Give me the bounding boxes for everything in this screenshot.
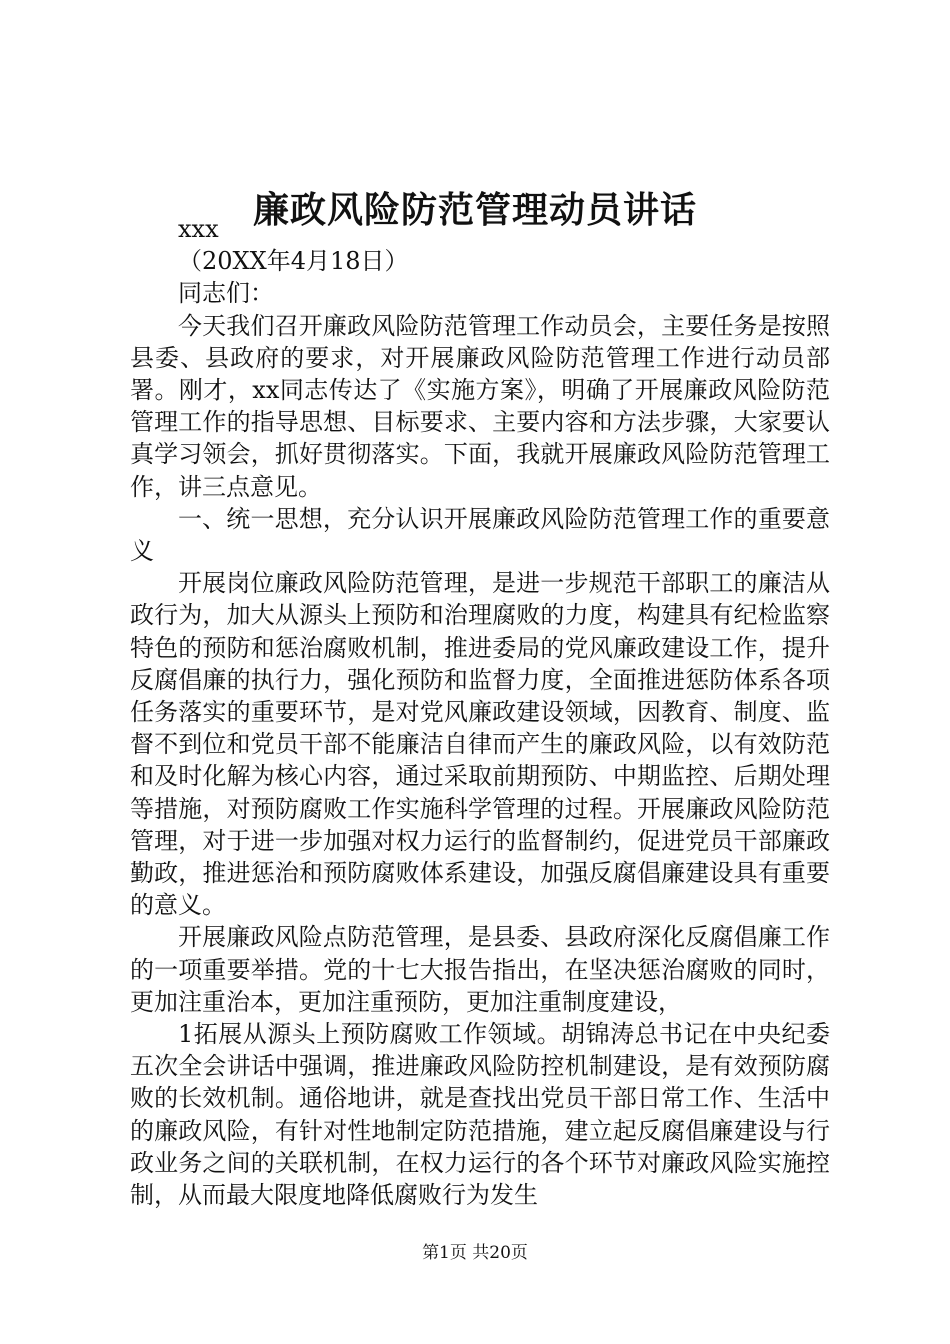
salutation: 同志们：	[178, 279, 274, 308]
section-heading-1: 一、统一思想，充分认识开展廉政风险防范管理工作的重要意义	[130, 504, 830, 566]
document-title: 廉政风险防范管理动员讲话	[252, 189, 697, 231]
body-paragraph-3: 开展廉政风险点防范管理，是县委、县政府深化反腐倡廉工作的一项重要举措。党的十七大报告指出，在坚决惩治腐败的同时，更加注重治本，更加注重预防，更加注重制度建设，	[130, 923, 830, 1016]
author-line: xxx	[178, 215, 219, 243]
body-paragraph-1: 今天我们召开廉政风险防范管理工作动员会，主要任务是按照县委、县政府的要求，对开展廉政风险防范管理工作进行动员部署。刚才，xx同志传达了《实施方案》，明确了开展廉政风险防范管理工作的指导思想、目标要求、主要内容和方法步骤，大家要认真学习领会，抓好贯彻落实。下面，我就开展廉政风险防范管理工作，讲三点意见。	[130, 311, 830, 501]
body-paragraph-2: 开展岗位廉政风险防范管理，是进一步规范干部职工的廉洁从政行为，加大从源头上预防和治理腐败的力度，构建具有纪检监察特色的预防和惩治腐败机制，推进委局的党风廉政建设工作，提升反腐倡廉的执行力，强化预防和监督力度，全面推进惩防体系各项任务落实的重要环节，是对党风廉政建设领域，因教育、制度、监督不到位和党员干部不能廉洁自律而产生的廉政风险，以有效防范和及时化解为核心内容，通过采取前期预防、中期监控、后期处理等措施，对预防腐败工作实施科学管理的过程。开展廉政风险防范管理，对于进一步加强对权力运行的监督制约，促进党员干部廉政勤政，推进惩治和预防腐败体系建设，加强反腐倡廉建设具有重要的意义。	[130, 569, 830, 920]
document-body	[130, 213, 830, 1211]
page-number-footer: 第1页 共20页	[422, 1243, 528, 1263]
body-paragraph-4: 1拓展从源头上预防腐败工作领域。胡锦涛总书记在中央纪委五次全会讲话中强调，推进廉政风险防控机制建设，是有效预防腐败的长效机制。通俗地讲，就是查找出党员干部日常工作、生活中的廉政风险，有针对性地制定防范措施，建立起反腐倡廉建设与行政业务之间的关联机制，在权力运行的各个环节对廉政风险实施控制，从而最大限度地降低腐败行为发生	[130, 1020, 830, 1210]
date-line: （20XX年4月18日）	[178, 247, 409, 276]
